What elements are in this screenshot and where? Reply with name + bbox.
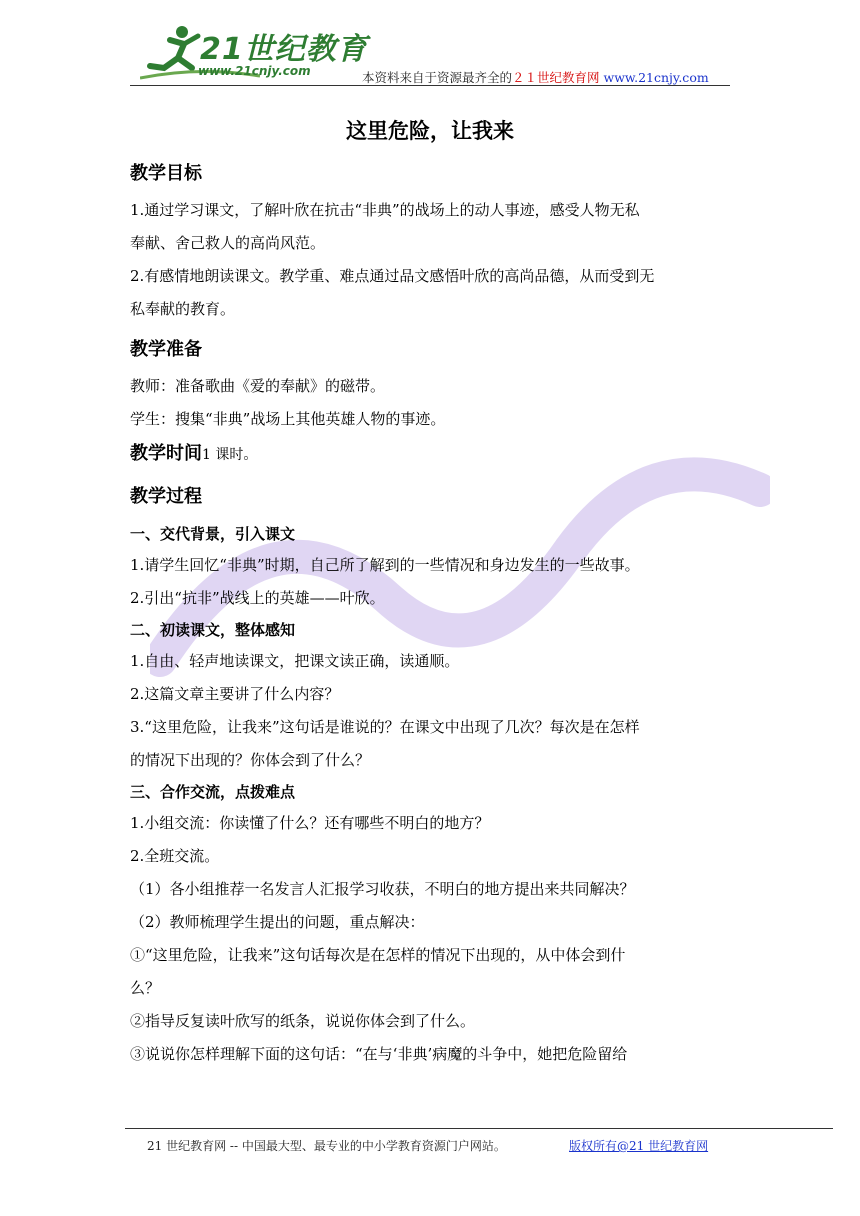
header-note-prefix: 本资料来自于资源最齐全的 xyxy=(362,70,513,85)
step-line: 么？ xyxy=(130,979,161,997)
goal-line: 奉献、舍己救人的高尚风范。 xyxy=(130,234,326,252)
step-line: 1.小组交流：你读懂了什么？还有哪些不明白的地方？ xyxy=(130,814,490,832)
footer-divider xyxy=(125,1128,833,1129)
step-line: 2.这篇文章主要讲了什么内容？ xyxy=(130,685,340,703)
prep-line: 教师：准备歌曲《爱的奉献》的磁带。 xyxy=(130,377,386,395)
step-line: ③说说你怎样理解下面的这句话：“在与‘非典’病魔的斗争中，她把危险留给 xyxy=(130,1045,628,1063)
footer-copyright-link[interactable]: 版权所有@21 世纪教育网 xyxy=(569,1139,709,1153)
step-line: 1.自由、轻声地读课文，把课文读正确，读通顺。 xyxy=(130,652,460,670)
goal-line: 1.通过学习课文，了解叶欣在抗击“非典”的战场上的动人事迹，感受人物无私 xyxy=(130,201,640,219)
step-line: ①“这里危险，让我来”这句话每次是在怎样的情况下出现的，从中体会到什 xyxy=(130,946,626,964)
heading-process: 教学过程 xyxy=(130,486,202,507)
step-line: 2.全班交流。 xyxy=(130,847,220,865)
step-line: 1.请学生回忆“非典”时期，自己所了解到的一些情况和身边发生的一些故事。 xyxy=(130,556,640,574)
step-line: 3.“这里危险，让我来”这句话是谁说的？在课文中出现了几次？每次是在怎样 xyxy=(130,718,640,736)
logo-url: www.21cnjy.com xyxy=(198,64,311,78)
step-heading: 二、初读课文，整体感知 xyxy=(130,621,296,639)
footer-text: 21 世纪教育网 -- 中国最大型、最专业的中小学教育资源门户网站。 xyxy=(147,1139,506,1153)
step-heading: 三、合作交流，点拨难点 xyxy=(130,783,296,801)
step-line: （1）各小组推荐一名发言人汇报学习收获，不明白的地方提出来共同解决？ xyxy=(130,880,635,898)
header-site-url[interactable]: www.21cnjy.com xyxy=(603,70,709,85)
heading-goals: 教学目标 xyxy=(130,163,202,184)
step-line: （2）教师梳理学生提出的问题，重点解决： xyxy=(130,913,425,931)
step-line: 2.引出“抗非”战线上的英雄——叶欣。 xyxy=(130,589,385,607)
time-value: 1 课时。 xyxy=(202,447,258,463)
step-heading: 一、交代背景，引入课文 xyxy=(130,525,296,543)
page-title: 这里危险，让我来 xyxy=(346,119,514,143)
document-body xyxy=(130,160,735,1071)
header-note xyxy=(362,68,709,86)
time-heading-text: 教学时间 xyxy=(130,443,202,464)
header-site-name[interactable]: ２１世纪教育网 xyxy=(512,70,600,85)
goal-line: 2.有感情地朗读课文。教学重、难点通过品文感悟叶欣的高尚品德，从而受到无 xyxy=(130,267,655,285)
goal-line: 私奉献的教育。 xyxy=(130,300,236,318)
step-line: 的情况下出现的？你体会到了什么？ xyxy=(130,751,371,769)
prep-line: 学生：搜集“非典”战场上其他英雄人物的事迹。 xyxy=(130,410,446,428)
logo-text: 21世纪教育 xyxy=(200,32,368,67)
header-divider xyxy=(130,85,730,86)
heading-prep: 教学准备 xyxy=(130,339,202,360)
heading-time xyxy=(130,440,735,469)
step-line: ②指导反复读叶欣写的纸条，说说你体会到了什么。 xyxy=(130,1012,476,1030)
